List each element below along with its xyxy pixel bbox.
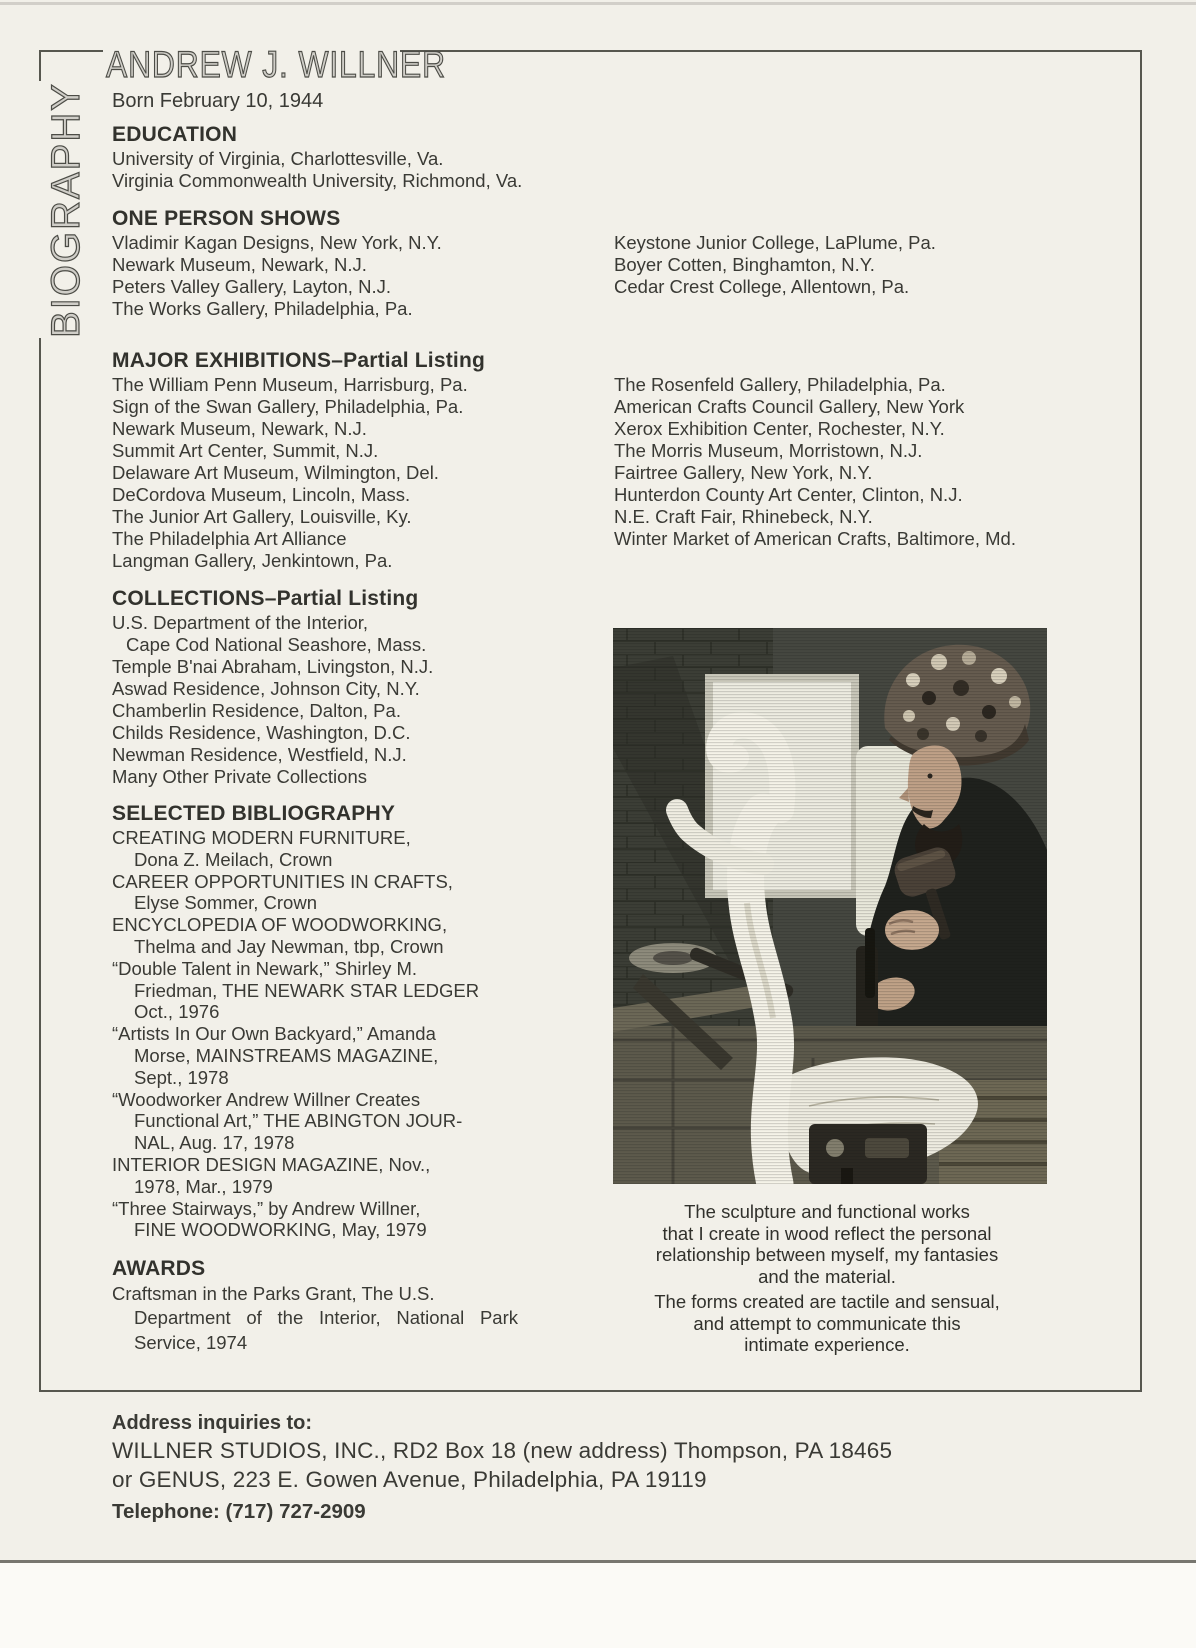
list-item: Fairtree Gallery, New York, N.Y.	[614, 462, 873, 483]
caption-line: and attempt to communicate this	[693, 1312, 961, 1334]
list-item: Newman Residence, Westfield, N.J.	[112, 744, 407, 765]
list-item: The Works Gallery, Philadelphia, Pa.	[112, 298, 413, 319]
list-item: Department of the Interior, National Park	[134, 1307, 518, 1329]
list-item: The William Penn Museum, Harrisburg, Pa.	[112, 374, 468, 395]
list-item: The Morris Museum, Morristown, N.J.	[614, 440, 923, 461]
section-heading: MAJOR EXHIBITIONS–Partial Listing	[112, 349, 486, 372]
photo-caption-paragraph-2	[598, 1291, 1056, 1356]
list-item: Functional Art,” THE ABINGTON JOUR-	[134, 1110, 463, 1132]
list-item: The Rosenfeld Gallery, Philadelphia, Pa.	[614, 374, 946, 395]
artist-studio-photo	[613, 628, 1047, 1184]
list-item: Dona Z. Meilach, Crown	[134, 848, 333, 870]
list-item: Boyer Cotten, Binghamton, N.Y.	[614, 254, 875, 275]
list-item: American Crafts Council Gallery, New York	[614, 396, 965, 417]
section-heading: ONE PERSON SHOWS	[112, 207, 341, 230]
caption-line: and the material.	[758, 1265, 896, 1287]
list-item: CREATING MODERN FURNITURE,	[112, 827, 411, 848]
list-item: Vladimir Kagan Designs, New York, N.Y.	[112, 232, 442, 253]
list-item: Thelma and Jay Newman, tbp, Crown	[134, 935, 444, 957]
list-item: “Artists In Our Own Backyard,” Amanda	[112, 1023, 436, 1045]
scan-edge-top	[0, 2, 1196, 5]
section-one-person-shows	[112, 205, 442, 320]
address-line-2: or GENUS, 223 E. Gowen Avenue, Philadelphia, PA 19119	[112, 1467, 707, 1492]
list-item: Keystone Junior College, LaPlume, Pa.	[614, 232, 936, 253]
section-bibliography	[112, 800, 479, 1241]
list-item: Peters Valley Gallery, Layton, N.J.	[112, 276, 391, 297]
section-heading: SELECTED BIBLIOGRAPHY	[112, 802, 396, 825]
section-major-exhibitions-right-column	[614, 374, 1016, 550]
list-item: Newark Museum, Newark, N.J.	[112, 418, 367, 439]
caption-line: that I create in wood reflect the personal	[662, 1222, 992, 1244]
list-item: Elyse Sommer, Crown	[134, 892, 317, 914]
list-item: Oct., 1976	[134, 1001, 220, 1023]
birth-date-line: Born February 10, 1944	[112, 90, 324, 112]
list-item: Newark Museum, Newark, N.J.	[112, 254, 367, 275]
page-title: ANDREW J. WILLNER	[106, 44, 446, 85]
list-item: INTERIOR DESIGN MAGAZINE, Nov.,	[112, 1153, 431, 1175]
vertical-biography-label: BIOGRAPHY	[44, 82, 88, 338]
frame-left-line	[39, 338, 41, 1391]
list-item: Morse, MAINSTREAMS MAGAZINE,	[134, 1044, 439, 1066]
list-item: Langman Gallery, Jenkintown, Pa.	[112, 550, 393, 571]
telephone-line: Telephone: (717) 727-2909	[112, 1500, 366, 1523]
photo-caption-paragraph-1	[598, 1201, 1056, 1287]
frame-bottom-line	[39, 1390, 1142, 1392]
caption-line: intimate experience.	[744, 1334, 910, 1355]
list-item: Friedman, THE NEWARK STAR LEDGER	[134, 979, 480, 1001]
address-inquiries-label: Address inquiries to:	[112, 1412, 313, 1434]
list-item: The Junior Art Gallery, Louisville, Ky.	[112, 506, 412, 527]
list-item: “Woodworker Andrew Willner Creates	[112, 1088, 421, 1110]
list-item: ENCYCLOPEDIA OF WOODWORKING,	[112, 914, 448, 936]
list-item: CAREER OPPORTUNITIES IN CRAFTS,	[112, 870, 453, 892]
list-item: Delaware Art Museum, Wilmington, Del.	[112, 462, 439, 483]
list-item: FINE WOODWORKING, May, 1979	[134, 1219, 427, 1241]
list-item: “Double Talent in Newark,” Shirley M.	[112, 957, 418, 979]
list-item: Chamberlin Residence, Dalton, Pa.	[112, 700, 401, 721]
list-item: 1978, Mar., 1979	[134, 1175, 273, 1197]
frame-top-left-segment	[39, 50, 103, 52]
list-item: Craftsman in the Parks Grant, The U.S.	[112, 1283, 435, 1304]
list-item: Sept., 1978	[134, 1066, 229, 1088]
list-item: Many Other Private Collections	[112, 766, 367, 787]
list-item: Temple B'nai Abraham, Livingston, N.J.	[112, 656, 434, 677]
frame-right-line	[1140, 50, 1142, 1391]
list-item: University of Virginia, Charlottesville, Va.	[112, 148, 444, 169]
scanner-background	[0, 1563, 1196, 1648]
frame-left-stub	[39, 50, 41, 81]
list-item: The Philadelphia Art Alliance	[112, 528, 347, 549]
list-item: Winter Market of American Crafts, Baltimore, Md.	[614, 528, 1016, 549]
section-collections	[112, 585, 433, 788]
list-item: Service, 1974	[134, 1331, 248, 1353]
address-line-1: WILLNER STUDIOS, INC., RD2 Box 18 (new address) Thompson, PA 18465	[112, 1438, 893, 1463]
caption-line: The sculpture and functional works	[684, 1201, 970, 1222]
caption-line: relationship between myself, my fantasies	[655, 1244, 999, 1265]
caption-line: The forms created are tactile and sensual,	[654, 1291, 1000, 1312]
list-item: NAL, Aug. 17, 1978	[134, 1132, 295, 1154]
list-item: Aswad Residence, Johnson City, N.Y.	[112, 678, 420, 699]
list-item: Childs Residence, Washington, D.C.	[112, 722, 411, 743]
list-item: Hunterdon County Art Center, Clinton, N.J.	[614, 484, 963, 505]
list-item: Cape Cod National Seashore, Mass.	[126, 634, 427, 655]
list-item: U.S. Department of the Interior,	[112, 612, 369, 633]
list-item: Cedar Crest College, Allentown, Pa.	[614, 276, 910, 297]
section-one-person-shows-right-column	[614, 232, 936, 298]
section-heading: EDUCATION	[112, 123, 238, 146]
frame-top-right-segment	[400, 50, 1142, 52]
list-item: Sign of the Swan Gallery, Philadelphia, Pa.	[112, 396, 464, 417]
section-heading: COLLECTIONS–Partial Listing	[112, 587, 419, 610]
list-item: Xerox Exhibition Center, Rochester, N.Y.	[614, 418, 945, 439]
list-item: Virginia Commonwealth University, Richmond, Va.	[112, 170, 523, 191]
section-awards	[112, 1255, 518, 1355]
section-education	[112, 121, 522, 192]
list-item: Summit Art Center, Summit, N.J.	[112, 440, 379, 461]
list-item: “Three Stairways,” by Andrew Willner,	[112, 1197, 421, 1219]
list-item: N.E. Craft Fair, Rhinebeck, N.Y.	[614, 506, 873, 527]
section-heading: AWARDS	[112, 1257, 206, 1280]
list-item: DeCordova Museum, Lincoln, Mass.	[112, 484, 411, 505]
section-major-exhibitions	[112, 347, 485, 572]
